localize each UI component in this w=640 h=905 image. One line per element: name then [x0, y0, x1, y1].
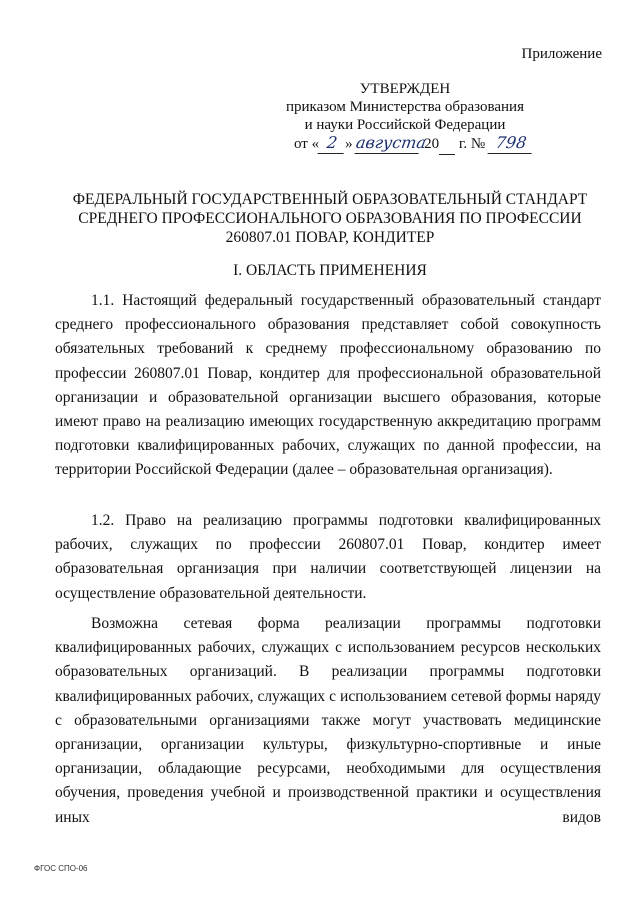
paragraph-network-form: Возможна сетевая форма реализации программы подготовки квалифицированных рабочих, служащих с использованием ресурсов нескольких образовательных организаций. В реализации программы подготовки квалифицированных рабочих, служащих с использованием сетевой формы наряду с образовательными организациями также могут участвовать медицинские организации, организации культуры, физкультурно-спортивные и иные организации, обладающие ресурсами, необходимыми для осуществления обучения, проведения учебной и производственной практики и осуществления иных видов — [55, 615, 601, 826]
title-line-3: 260807.01 ПОВАР, КОНДИТЕР — [225, 229, 435, 246]
order-number-handwritten: 798 — [487, 133, 534, 154]
footer-code: ФГОС СПО-06 — [34, 864, 88, 873]
paragraph-1-2: 1.2. Право на реализацию программы подготовки квалифицированных рабочих, служащих по профессии 260807.01 Повар, кондитер имеет образовательная организация при наличии соответствующей лицензии на осуществление образовательной деятельности. — [55, 512, 601, 602]
title-line-2: СРЕДНЕГО ПРОФЕССИОНАЛЬНОГО ОБРАЗОВАНИЯ ПО ПРОФЕССИИ — [78, 210, 582, 227]
document-title — [40, 190, 620, 247]
date-month-handwritten: августа — [355, 133, 428, 152]
approved-heading: УТВЕРЖДЕН — [359, 81, 451, 97]
title-line-1: ФЕДЕРАЛЬНЫЙ ГОСУДАРСТВЕННЫЙ ОБРАЗОВАТЕЛЬНЫЙ СТАНДАРТ — [72, 191, 588, 208]
date-year-prefix: 20 — [424, 136, 440, 152]
order-date-line — [294, 133, 533, 155]
paragraph-1-1: 1.1. Настоящий федеральный государственный образовательный стандарт среднего профессионального образования представляет собой совокупность обязательных требований к среднему профессиональному образованию по профессии 260807.01 Повар, кондитер для профессиональной образовательной организации и образовательной организации высшего образования, которые имеют право на реализацию имеющих государственную аккредитацию программ подготовки квалифицированных рабочих, служащих по данной профессии, на территории Российской Федерации (далее – образовательная организация). — [55, 292, 601, 479]
year-blank — [439, 134, 455, 155]
approval-block — [280, 80, 530, 134]
date-year-suffix: г. № — [458, 136, 486, 152]
date-mid: » — [345, 136, 353, 152]
section-heading: I. ОБЛАСТЬ ПРИМЕНЕНИЯ — [233, 262, 427, 279]
order-authority-line1: приказом Министерства образования — [286, 99, 524, 115]
order-authority-line2: и науки Российской Федерации — [304, 117, 506, 133]
date-day-handwritten: 2 — [318, 133, 347, 154]
appendix-label: Приложение — [521, 46, 602, 62]
date-prefix: от « — [294, 136, 320, 152]
